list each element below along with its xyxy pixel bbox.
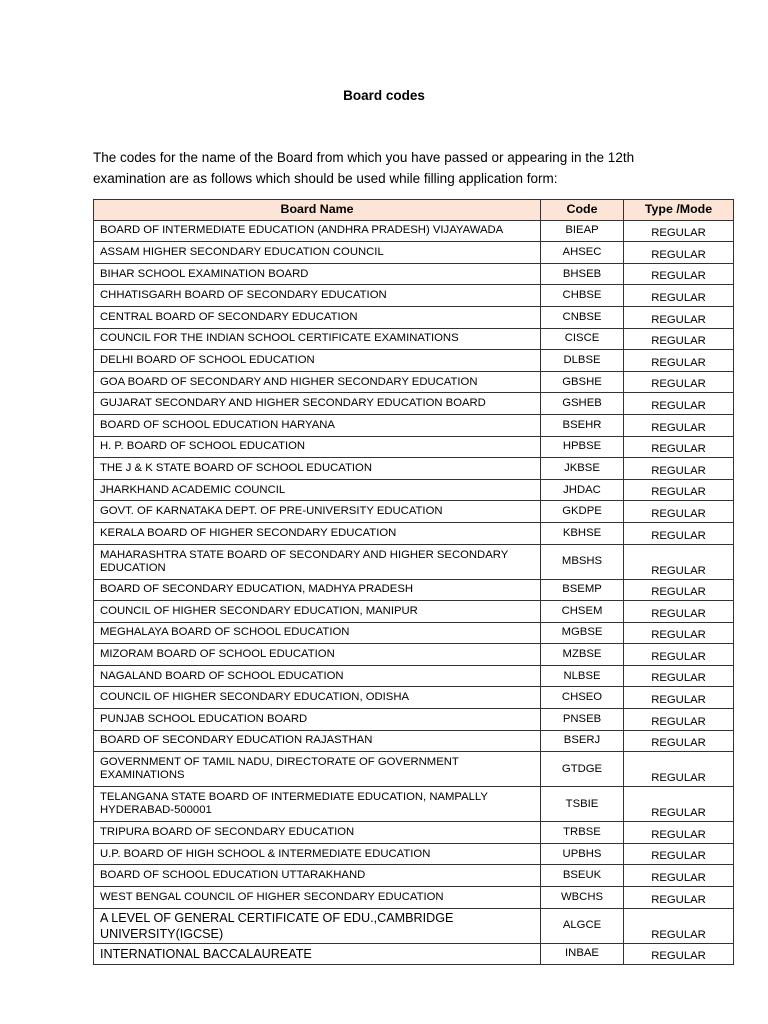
board-code-cell: TRBSE: [541, 822, 624, 844]
board-name-cell: A LEVEL OF GENERAL CERTIFICATE OF EDU.,CAMBRIDGE UNIVERSITY(IGCSE): [94, 908, 541, 943]
table-row: [94, 709, 734, 731]
board-code-cell: GSHEB: [541, 393, 624, 415]
board-code-cell: UPBHS: [541, 843, 624, 865]
table-row: [94, 306, 734, 328]
board-code-cell: JHDAC: [541, 479, 624, 501]
type-mode-cell: REGULAR: [624, 887, 734, 909]
board-name-cell: TRIPURA BOARD OF SECONDARY EDUCATION: [94, 822, 541, 844]
type-mode-cell: REGULAR: [624, 328, 734, 350]
board-code-cell: CISCE: [541, 328, 624, 350]
table-row: [94, 865, 734, 887]
board-code-cell: CHSEO: [541, 687, 624, 709]
board-codes-table: [93, 199, 734, 965]
header-code: Code: [541, 200, 624, 221]
board-name-cell: GOA BOARD OF SECONDARY AND HIGHER SECONDARY EDUCATION: [94, 371, 541, 393]
table-row: [94, 544, 734, 579]
type-mode-cell: REGULAR: [624, 943, 734, 965]
type-mode-cell: REGULAR: [624, 285, 734, 307]
intro-paragraph: The codes for the name of the Board from which you have passed or appearing in the 12th examination are as follows which should be used while filling application form:: [93, 150, 635, 186]
board-code-cell: BSEHR: [541, 414, 624, 436]
table-row: [94, 579, 734, 601]
table-row: [94, 644, 734, 666]
table-row: [94, 371, 734, 393]
type-mode-cell: REGULAR: [624, 579, 734, 601]
board-code-cell: BSEUK: [541, 865, 624, 887]
board-code-cell: BSEMP: [541, 579, 624, 601]
header-board-name: Board Name: [94, 200, 541, 221]
table-row: [94, 822, 734, 844]
board-name-cell: MEGHALAYA BOARD OF SCHOOL EDUCATION: [94, 622, 541, 644]
board-code-cell: CHBSE: [541, 285, 624, 307]
board-code-cell: CHSEM: [541, 601, 624, 623]
type-mode-cell: REGULAR: [624, 414, 734, 436]
page-title: Board codes: [343, 88, 425, 103]
table-row: [94, 220, 734, 242]
table-row: [94, 242, 734, 264]
board-code-cell: GBSHE: [541, 371, 624, 393]
table-row: [94, 622, 734, 644]
board-name-cell: NAGALAND BOARD OF SCHOOL EDUCATION: [94, 665, 541, 687]
table-row: [94, 350, 734, 372]
board-code-cell: KBHSE: [541, 522, 624, 544]
type-mode-cell: REGULAR: [624, 501, 734, 523]
board-code-cell: ALGCE: [541, 908, 624, 943]
board-code-cell: MZBSE: [541, 644, 624, 666]
table-row: [94, 436, 734, 458]
type-mode-cell: REGULAR: [624, 730, 734, 752]
table-body: [94, 220, 734, 965]
type-mode-cell: REGULAR: [624, 787, 734, 822]
board-name-cell: MAHARASHTRA STATE BOARD OF SECONDARY AND HIGHER SECONDARY EDUCATION: [94, 544, 541, 579]
table-row: [94, 943, 734, 965]
table-row: [94, 393, 734, 415]
board-name-cell: GOVERNMENT OF TAMIL NADU, DIRECTORATE OF GOVERNMENT EXAMINATIONS: [94, 752, 541, 787]
type-mode-cell: REGULAR: [624, 865, 734, 887]
table-row: [94, 414, 734, 436]
type-mode-cell: REGULAR: [624, 458, 734, 480]
table-row: [94, 458, 734, 480]
board-name-cell: CENTRAL BOARD OF SECONDARY EDUCATION: [94, 306, 541, 328]
type-mode-cell: REGULAR: [624, 622, 734, 644]
board-code-cell: HPBSE: [541, 436, 624, 458]
table-row: [94, 908, 734, 943]
board-code-cell: CNBSE: [541, 306, 624, 328]
type-mode-cell: REGULAR: [624, 687, 734, 709]
board-name-cell: ASSAM HIGHER SECONDARY EDUCATION COUNCIL: [94, 242, 541, 264]
board-name-cell: BOARD OF SCHOOL EDUCATION HARYANA: [94, 414, 541, 436]
board-code-cell: TSBIE: [541, 787, 624, 822]
table-row: [94, 730, 734, 752]
type-mode-cell: REGULAR: [624, 350, 734, 372]
board-name-cell: WEST BENGAL COUNCIL OF HIGHER SECONDARY EDUCATION: [94, 887, 541, 909]
table-row: [94, 263, 734, 285]
board-code-cell: AHSEC: [541, 242, 624, 264]
table-row: [94, 501, 734, 523]
board-name-cell: TELANGANA STATE BOARD OF INTERMEDIATE EDUCATION, NAMPALLY HYDERABAD-500001: [94, 787, 541, 822]
table-row: [94, 887, 734, 909]
type-mode-cell: REGULAR: [624, 306, 734, 328]
table-row: [94, 752, 734, 787]
board-name-cell: BOARD OF SECONDARY EDUCATION RAJASTHAN: [94, 730, 541, 752]
board-code-cell: GKDPE: [541, 501, 624, 523]
board-name-cell: COUNCIL OF HIGHER SECONDARY EDUCATION, ODISHA: [94, 687, 541, 709]
board-code-cell: WBCHS: [541, 887, 624, 909]
table-row: [94, 522, 734, 544]
board-name-cell: KERALA BOARD OF HIGHER SECONDARY EDUCATION: [94, 522, 541, 544]
table-row: [94, 687, 734, 709]
board-name-cell: BOARD OF INTERMEDIATE EDUCATION (ANDHRA PRADESH) VIJAYAWADA: [94, 220, 541, 242]
board-code-cell: PNSEB: [541, 709, 624, 731]
type-mode-cell: REGULAR: [624, 822, 734, 844]
table-row: [94, 479, 734, 501]
table-row: [94, 665, 734, 687]
type-mode-cell: REGULAR: [624, 393, 734, 415]
header-type-mode: Type /Mode: [624, 200, 734, 221]
type-mode-cell: REGULAR: [624, 601, 734, 623]
table-header-row: [94, 200, 734, 221]
type-mode-cell: REGULAR: [624, 479, 734, 501]
board-name-cell: PUNJAB SCHOOL EDUCATION BOARD: [94, 709, 541, 731]
type-mode-cell: REGULAR: [624, 908, 734, 943]
board-name-cell: U.P. BOARD OF HIGH SCHOOL & INTERMEDIATE EDUCATION: [94, 843, 541, 865]
board-name-cell: GOVT. OF KARNATAKA DEPT. OF PRE-UNIVERSITY EDUCATION: [94, 501, 541, 523]
type-mode-cell: REGULAR: [624, 436, 734, 458]
board-name-cell: H. P. BOARD OF SCHOOL EDUCATION: [94, 436, 541, 458]
board-code-cell: INBAE: [541, 943, 624, 965]
type-mode-cell: REGULAR: [624, 220, 734, 242]
board-name-cell: CHHATISGARH BOARD OF SECONDARY EDUCATION: [94, 285, 541, 307]
board-name-cell: THE J & K STATE BOARD OF SCHOOL EDUCATION: [94, 458, 541, 480]
board-code-cell: GTDGE: [541, 752, 624, 787]
board-code-cell: BHSEB: [541, 263, 624, 285]
board-code-cell: DLBSE: [541, 350, 624, 372]
type-mode-cell: REGULAR: [624, 263, 734, 285]
board-name-cell: MIZORAM BOARD OF SCHOOL EDUCATION: [94, 644, 541, 666]
table-row: [94, 601, 734, 623]
board-name-cell: INTERNATIONAL BACCALAUREATE: [94, 943, 541, 965]
table-row: [94, 285, 734, 307]
board-name-cell: GUJARAT SECONDARY AND HIGHER SECONDARY EDUCATION BOARD: [94, 393, 541, 415]
board-code-cell: BSERJ: [541, 730, 624, 752]
board-name-cell: COUNCIL OF HIGHER SECONDARY EDUCATION, MANIPUR: [94, 601, 541, 623]
type-mode-cell: REGULAR: [624, 644, 734, 666]
board-name-cell: JHARKHAND ACADEMIC COUNCIL: [94, 479, 541, 501]
type-mode-cell: REGULAR: [624, 371, 734, 393]
board-code-cell: NLBSE: [541, 665, 624, 687]
board-name-cell: BIHAR SCHOOL EXAMINATION BOARD: [94, 263, 541, 285]
board-name-cell: BOARD OF SCHOOL EDUCATION UTTARAKHAND: [94, 865, 541, 887]
type-mode-cell: REGULAR: [624, 242, 734, 264]
board-code-cell: BIEAP: [541, 220, 624, 242]
board-name-cell: DELHI BOARD OF SCHOOL EDUCATION: [94, 350, 541, 372]
type-mode-cell: REGULAR: [624, 752, 734, 787]
board-code-cell: MBSHS: [541, 544, 624, 579]
board-code-cell: MGBSE: [541, 622, 624, 644]
type-mode-cell: REGULAR: [624, 843, 734, 865]
type-mode-cell: REGULAR: [624, 709, 734, 731]
type-mode-cell: REGULAR: [624, 665, 734, 687]
type-mode-cell: REGULAR: [624, 522, 734, 544]
board-code-cell: JKBSE: [541, 458, 624, 480]
board-name-cell: COUNCIL FOR THE INDIAN SCHOOL CERTIFICATE EXAMINATIONS: [94, 328, 541, 350]
table-row: [94, 328, 734, 350]
board-name-cell: BOARD OF SECONDARY EDUCATION, MADHYA PRADESH: [94, 579, 541, 601]
table-row: [94, 787, 734, 822]
table-row: [94, 843, 734, 865]
type-mode-cell: REGULAR: [624, 544, 734, 579]
